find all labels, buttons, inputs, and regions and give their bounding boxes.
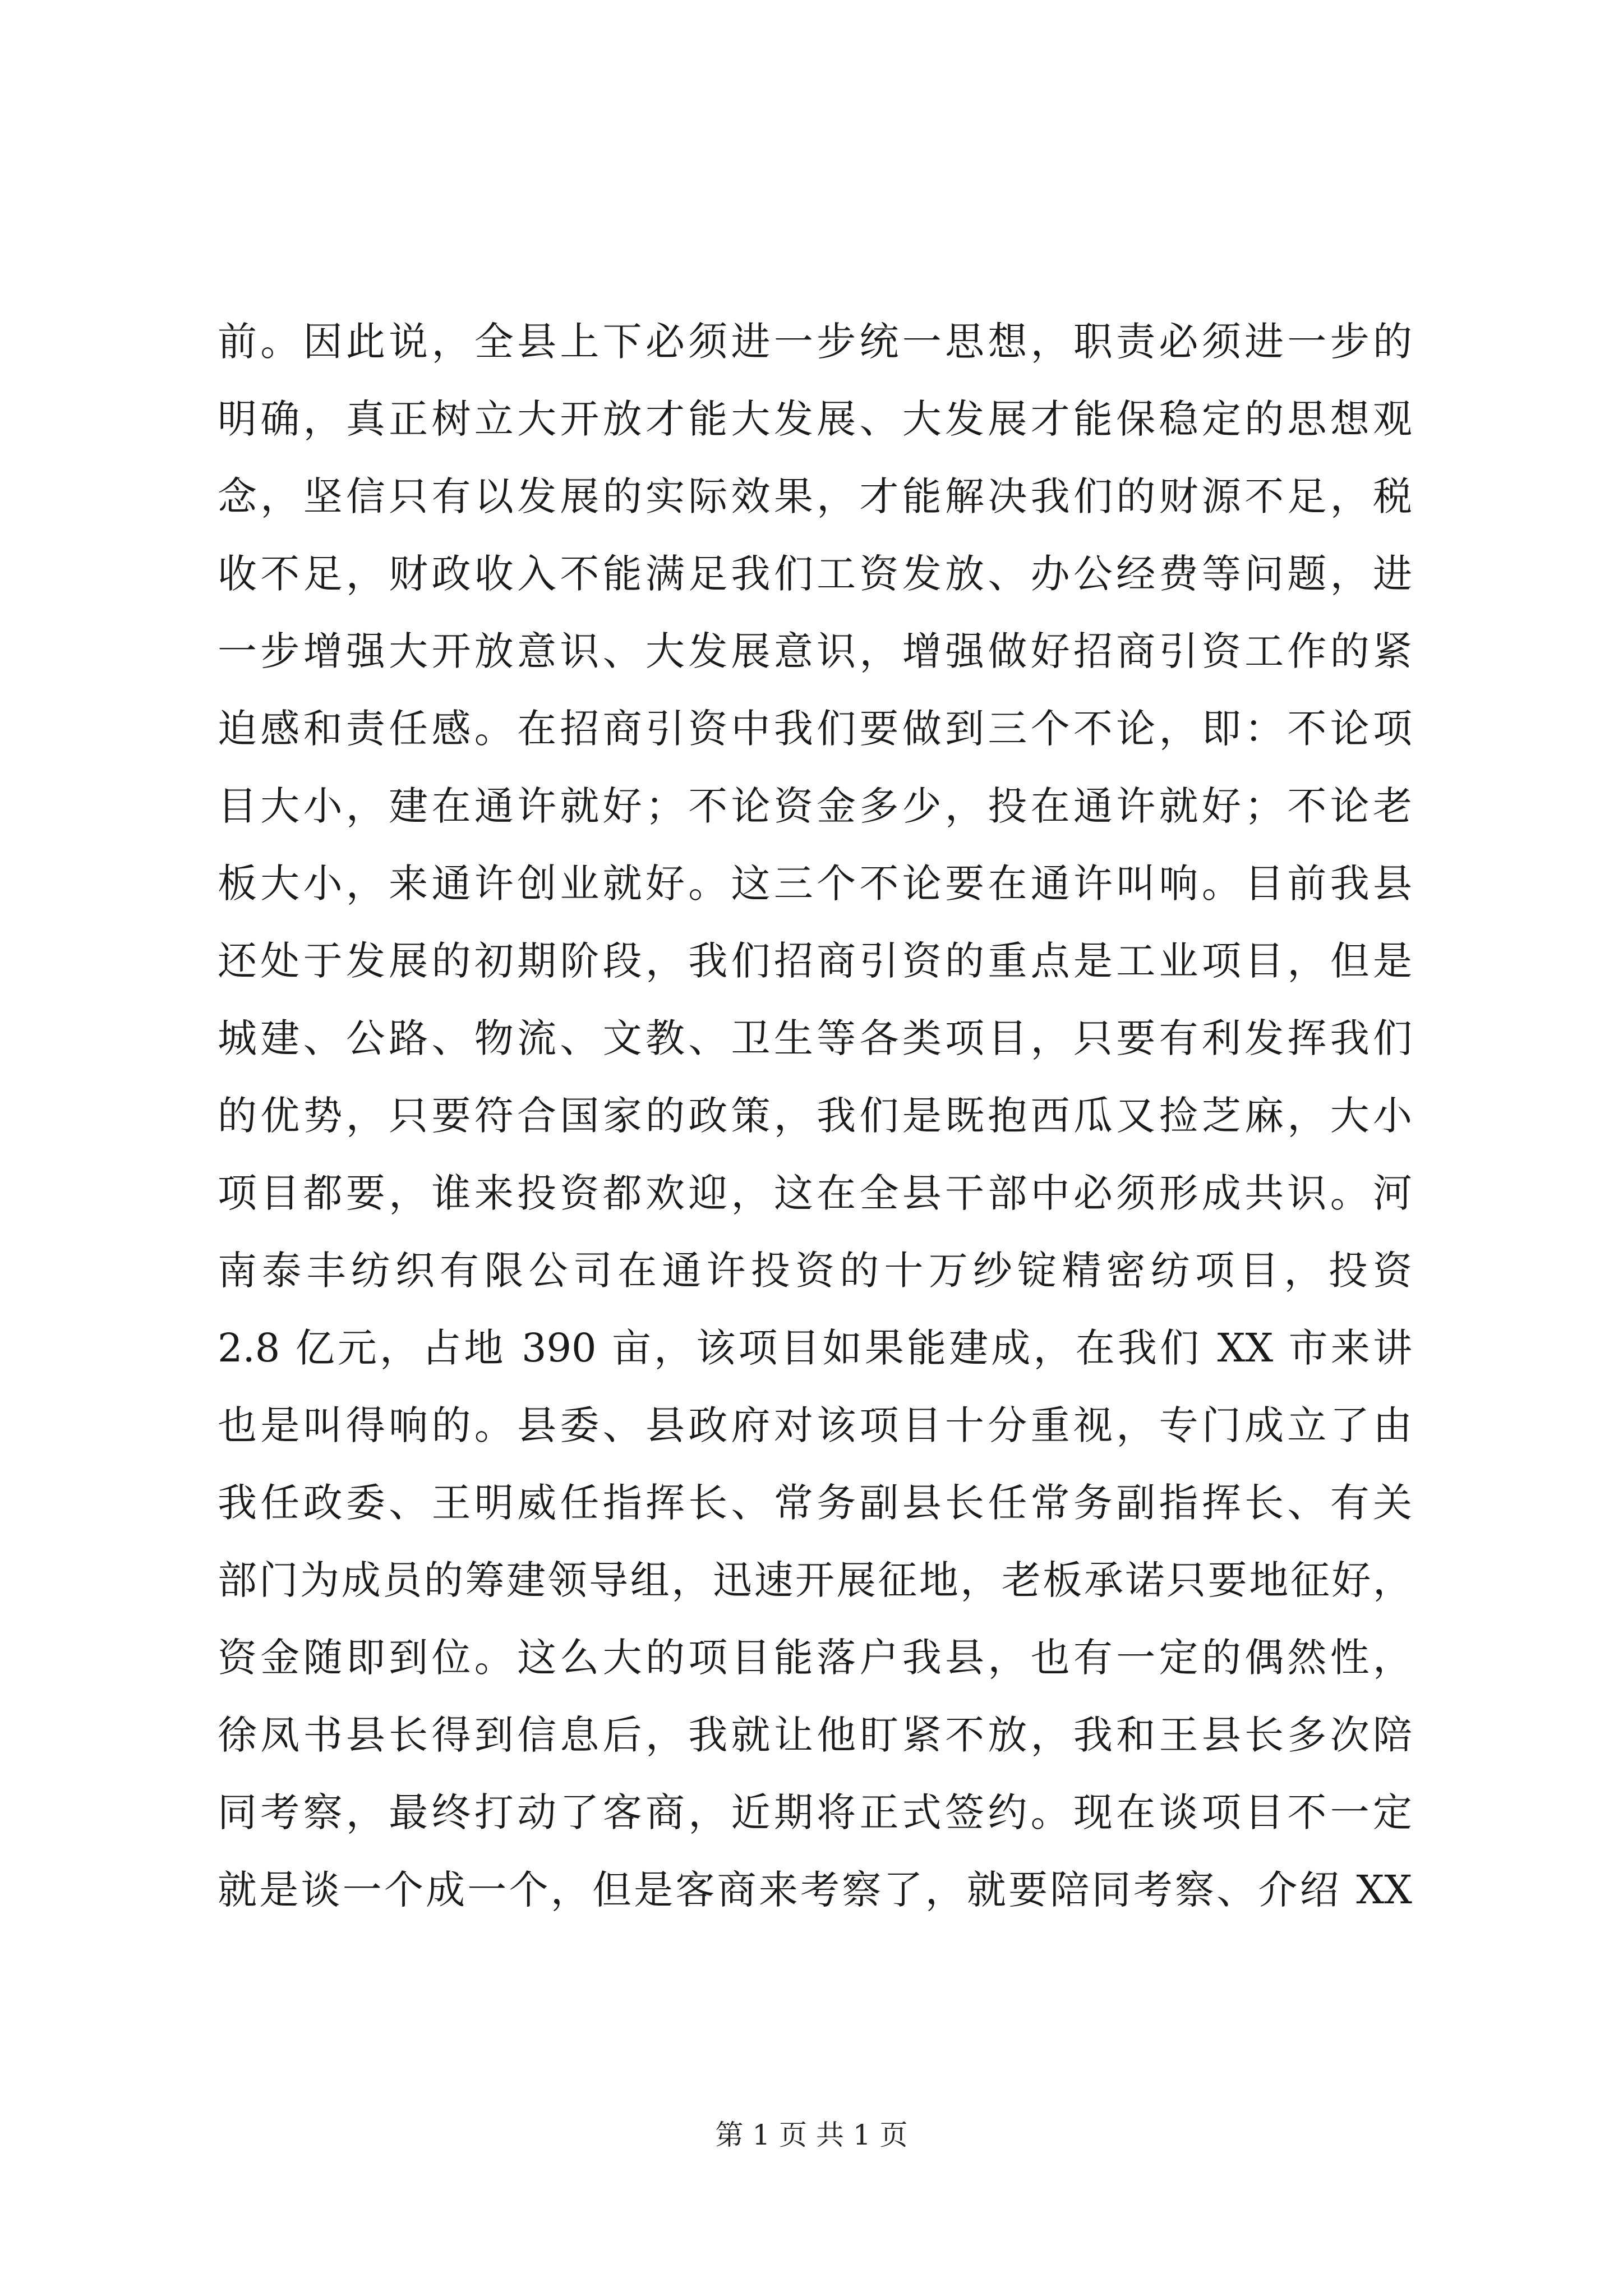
text-line: 的优势，只要符合国家的政策，我们是既抱西瓜又捡芝麻，大小 — [218, 1093, 1412, 1139]
text-line: 同考察，最终打动了客商，近期将正式签约。现在谈项目不一定 — [218, 1789, 1412, 1835]
text-line: 迫感和责任感。在招商引资中我们要做到三个不论，即：不论项 — [218, 706, 1412, 752]
text-line: 念，坚信只有以发展的实际效果，才能解决我们的财源不足，税 — [218, 473, 1412, 519]
page-footer — [0, 2118, 1623, 2152]
text-line: 2.8 亿元，占地 390 亩，该项目如果能建成，在我们 XX 市来讲 — [218, 1325, 1412, 1371]
body-text — [218, 303, 1412, 1929]
text-line: 南泰丰纺织有限公司在通许投资的十万纱锭精密纺项目，投资 — [218, 1248, 1412, 1294]
text-line: 收不足，财政收入不能满足我们工资发放、办公经费等问题，进 — [218, 551, 1412, 597]
text-line: 城建、公路、物流、文教、卫生等各类项目，只要有利发挥我们 — [218, 1015, 1412, 1061]
text-line: 还处于发展的初期阶段，我们招商引资的重点是工业项目，但是 — [218, 938, 1412, 984]
text-line: 明确，真正树立大开放才能大发展、大发展才能保稳定的思想观 — [218, 396, 1412, 442]
text-line: 徐凤书县长得到信息后，我就让他盯紧不放，我和王县长多次陪 — [218, 1712, 1412, 1758]
text-line: 一步增强大开放意识、大发展意识，增强做好招商引资工作的紧 — [218, 628, 1412, 674]
text-line: 也是叫得响的。县委、县政府对该项目十分重视，专门成立了由 — [218, 1402, 1412, 1448]
text-line: 目大小，建在通许就好；不论资金多少，投在通许就好；不论老 — [218, 783, 1412, 829]
text-line: 板大小，来通许创业就好。这三个不论要在通许叫响。目前我县 — [218, 861, 1412, 907]
text-line: 项目都要，谁来投资都欢迎，这在全县干部中必须形成共识。河 — [218, 1170, 1412, 1216]
text-line: 前。因此说，全县上下必须进一步统一思想，职责必须进一步的 — [218, 319, 1412, 365]
text-line: 就是谈一个成一个，但是客商来考察了，就要陪同考察、介绍 XX — [218, 1867, 1412, 1913]
text-line: 资金随即到位。这么大的项目能落户我县，也有一定的偶然性， — [218, 1635, 1412, 1681]
text-line: 我任政委、王明威任指挥长、常务副县长任常务副指挥长、有关 — [218, 1480, 1412, 1526]
page-number-label: 第 1 页 共 1 页 — [715, 2119, 908, 2151]
text-line: 部门为成员的筹建领导组，迅速开展征地，老板承诺只要地征好， — [218, 1557, 1412, 1603]
